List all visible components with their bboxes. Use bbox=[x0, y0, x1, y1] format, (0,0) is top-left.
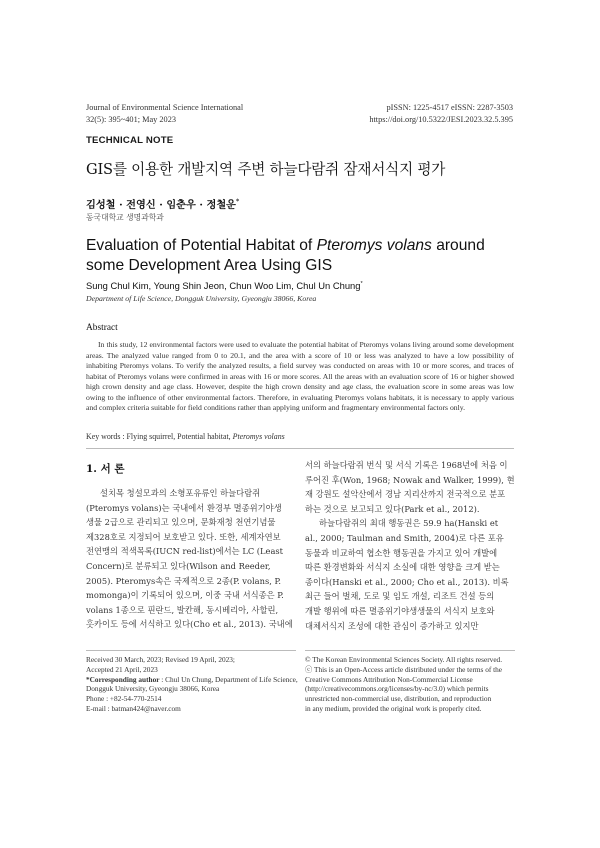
footnote-rule-left bbox=[86, 650, 296, 651]
korean-affiliation: 동국대학교 생명과학과 bbox=[86, 213, 164, 222]
journal-volume: 32(5): 395~401; May 2023 bbox=[86, 114, 176, 124]
korean-title: GIS를 이용한 개발지역 주변 하늘다람쥐 잠재서식지 평가 bbox=[86, 161, 446, 178]
footnote-right bbox=[305, 655, 517, 714]
intro-right-line: 동물과 비교하여 협소한 행동권을 가지고 있어 개발에 bbox=[305, 547, 498, 558]
corresponding-text: : Chul Un Chung, Department of Life Science, bbox=[159, 674, 298, 684]
abstract-heading: Abstract bbox=[86, 323, 118, 333]
intro-right-line: 루어진 후(Won, 1968; Nowak and Walker, 1999), 현 bbox=[305, 474, 515, 485]
license-line: ⓒ This is an Open-Access article distributed under the terms of the bbox=[305, 664, 503, 674]
journal-header-left bbox=[86, 102, 243, 125]
intro-right-column bbox=[305, 458, 515, 633]
footnote-rule-right bbox=[305, 650, 515, 651]
intro-left-line: volans 1종으로 핀란드, 발칸해, 동시베리아, 사할린, bbox=[86, 604, 279, 615]
english-title bbox=[86, 236, 526, 275]
intro-right-line: 재 강원도 설악산에서 경남 지리산까지 전국적으로 분포 bbox=[305, 489, 506, 500]
keywords-label: Key words : bbox=[86, 432, 127, 441]
english-author-names: Sung Chul Kim, Young Shin Jeon, Chun Woo Lim, Chul Un Chung bbox=[86, 280, 361, 291]
intro-left-line: 전연맹의 적색목록(IUCN red-list)에서는 LC (Least bbox=[86, 546, 284, 557]
intro-right-line: 최근 들어 벌채, 도로 및 임도 개설, 리조트 건설 등의 bbox=[305, 591, 495, 602]
intro-left-column bbox=[86, 486, 296, 632]
doi-link[interactable]: https://doi.org/10.5322/JESI.2023.32.5.395 bbox=[369, 114, 513, 124]
intro-right-line: 하늘다람쥐의 최대 행동권은 59.9 ha(Hanski et bbox=[319, 518, 499, 529]
accepted-date: Accepted 21 April, 2023 bbox=[86, 664, 158, 674]
license-line: in any medium, provided the original work is properly cited. bbox=[305, 703, 482, 713]
korean-authors bbox=[86, 196, 239, 211]
intro-left-line: 2005). Pteromys속은 국제적으로 2종(P. volans, P. bbox=[86, 575, 282, 586]
intro-right-line: 종이다(Hanski et al., 2000; Cho et al., 2013). 비록 bbox=[305, 576, 509, 587]
corresponding-author bbox=[86, 675, 298, 685]
keywords bbox=[86, 432, 285, 441]
corresponding-mark: * bbox=[236, 198, 240, 206]
license-line: unrestricted non-commercial use, distribution, and reproduction bbox=[305, 694, 492, 704]
intro-right-line: 개발 행위에 따른 멸종위기야생생물의 서식지 보호와 bbox=[305, 605, 495, 616]
korean-author-names: 김성철 · 전영신 · 임춘우 · 정철운 bbox=[86, 199, 237, 211]
journal-name: Journal of Environmental Science International bbox=[86, 103, 244, 112]
english-corresponding-mark: * bbox=[360, 280, 363, 287]
keywords-text: Flying squirrel, Potential habitat, bbox=[126, 432, 233, 441]
intro-right-line: 하는 것으로 보고되고 있다(Park et al., 2012). bbox=[305, 503, 480, 514]
english-affiliation: Department of Life Science, Dongguk University, Gyeongju 38066, Korea bbox=[86, 294, 317, 303]
copyright-notice: © The Korean Environmental Sciences Society. All rights reserved. bbox=[305, 655, 503, 664]
abstract-body bbox=[86, 340, 514, 414]
intro-right-line: 대체서식지 조성에 대한 관심이 증가하고 있지만 bbox=[305, 620, 479, 631]
license-link[interactable]: (http://creativecommons.org/licenses/by-nc/3.0) which permits bbox=[305, 684, 489, 694]
section-heading-intro: 1. 서 론 bbox=[86, 463, 125, 475]
english-title-part2: around some Development Area Using GIS bbox=[86, 237, 485, 274]
abstract-divider bbox=[86, 448, 514, 449]
received-dates: Received 30 March, 2023; Revised 19 April, 2023; bbox=[86, 655, 235, 664]
intro-left-line: 설치목 청설모과의 소형포유류인 하늘다람쥐 bbox=[100, 488, 261, 498]
intro-left-line: 생물 2급으로 관리되고 있으며, 문화재청 천연기념물 bbox=[86, 517, 276, 528]
phone: Phone : +82-54-770-2514 bbox=[86, 694, 162, 704]
intro-left-line: momonga)이 기록되어 있으며, 이중 국내 서식종은 P. bbox=[86, 590, 284, 601]
intro-left-line: 제328호로 지정되어 보호받고 있다. 또한, 세계자연보 bbox=[86, 531, 281, 542]
email-link[interactable]: E-mail : batman424@naver.com bbox=[86, 703, 181, 713]
intro-right-line: al., 2000; Taulman and Smith, 2004)로 다른 포유 bbox=[305, 532, 504, 543]
license-line: Creative Commons Attribution Non-Commercial License bbox=[305, 674, 473, 684]
intro-left-line: Concern)로 분류되고 있다(Wilson and Reeder, bbox=[86, 560, 271, 571]
intro-left-line: 홋카이도 등에 서식하고 있다(Cho et al., 2013). 국내에 bbox=[86, 619, 293, 630]
english-authors bbox=[86, 280, 363, 291]
english-title-species: Pteromys volans bbox=[316, 237, 432, 254]
intro-right-line: 서의 하늘다람쥐 번식 및 서식 기록은 1968년에 처음 이 bbox=[305, 460, 508, 470]
article-type: TECHNICAL NOTE bbox=[86, 135, 174, 146]
keywords-species: Pteromys volans bbox=[232, 432, 285, 441]
journal-header-right bbox=[369, 102, 513, 125]
footnote-left bbox=[86, 655, 298, 714]
corresponding-label: *Corresponding author bbox=[86, 674, 160, 684]
english-title-part1: Evaluation of Potential Habitat of bbox=[86, 237, 317, 254]
intro-left-line: (Pteromys volans)는 국내에서 환경부 멸종위기야생 bbox=[86, 502, 282, 513]
abstract-text: In this study, 12 environmental factors were used to evaluate the potential habitat of Pteromys volans living around some development areas. The analyzed value ranged from 0 to 20.1, and the area with a score of 10 or less was analyzed to have a low possibility of inhabiting Pteromys volans. To verify the analyzed results, a field survey was conducted on areas with 10 or more scores, and traces of habitat of Pteromys volans were confirmed in areas with 16 or more scores. All the areas with an evaluation score of 16 or higher showed high crown density and age class. However, despite the high crown density and age class, the evaluation score in some areas was low owing to the influence of other environmental factors. Therefore, in evaluating Pteromys volans habitats, it is necessary to apply various and complex criteria suitable for field conditions rather than applying uniform and fragmentary environmental factors only. bbox=[86, 340, 514, 412]
intro-right-line: 따른 환경변화와 서식지 소실에 대한 영향을 크게 받는 bbox=[305, 562, 500, 573]
corresponding-address: Dongguk University, Gyeongju 38066, Korea bbox=[86, 684, 220, 694]
issn: pISSN: 1225-4517 eISSN: 2287-3503 bbox=[386, 103, 513, 112]
